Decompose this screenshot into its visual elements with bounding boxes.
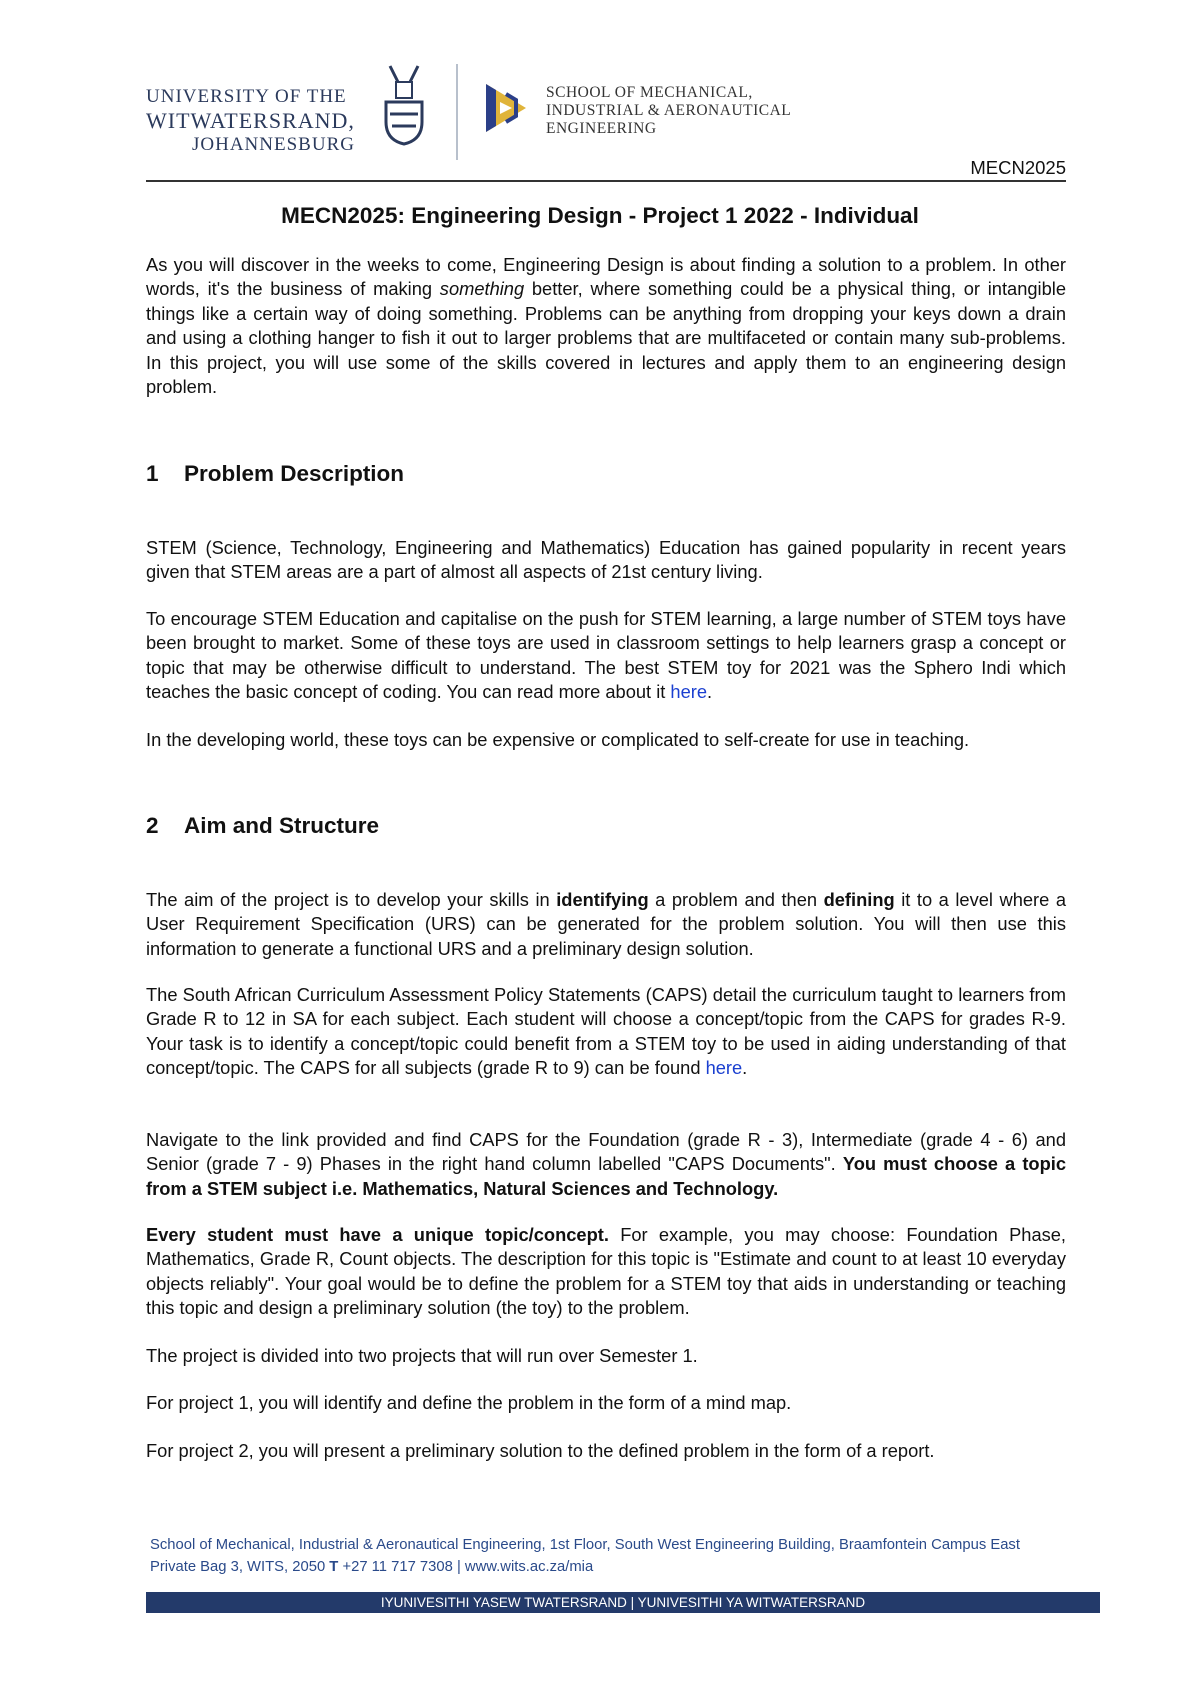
bold-text: defining xyxy=(823,889,895,910)
logo-line: JOHANNESBURG xyxy=(192,134,355,155)
paragraph xyxy=(146,1223,1066,1321)
paragraph: For project 2, you will present a preliminary solution to the defined problem in the form of a report. xyxy=(146,1440,935,1461)
section-heading xyxy=(146,461,404,487)
phone-label: T xyxy=(329,1559,339,1575)
section-number: 1 xyxy=(146,461,159,486)
bold-text: Every student must have a unique topic/concept. xyxy=(146,1224,609,1245)
text: Private Bag 3, WITS, 2050 xyxy=(150,1559,330,1575)
school-logo-text xyxy=(546,84,791,138)
section-number: 2 xyxy=(146,813,159,838)
text: it to a level where a User Requirement Specification (URS) can be generated for the problem solution. You will then use this information to generate a functional URS and a preliminary design solution. xyxy=(146,889,1066,959)
header-divider xyxy=(456,64,458,160)
text: The South African Curriculum Assessment Policy Statements (CAPS) detail the curriculum taught to learners from Grade R to 12 in SA for each subject. Each student will choose a concept/topic from the CAPS for grades R-9. Your task is to identify a concept/topic could benefit from a STEM toy to be used in aiding understanding of that concept/topic. The CAPS for all subjects (grade R to 9) can be found xyxy=(146,984,1066,1079)
text: For example, you may choose: Foundation Phase, Mathematics, Grade R, Count objects. The description for this topic is "Estimate and count to at least 10 everyday objects reliably". Your goal would be to define the problem for a STEM toy that aids in understanding or teaching this topic and design a preliminary solution (the toy) to the problem. xyxy=(146,1224,1066,1319)
course-code: MECN2025 xyxy=(970,157,1066,178)
logo-line: WITWATERSRAND, xyxy=(146,108,355,133)
paragraph xyxy=(146,607,1066,705)
footer-band: IYUNIVESITHI YASEW TWATERSRAND | YUNIVESITHI YA WITWATERSRAND xyxy=(146,1592,1100,1613)
text: . xyxy=(707,681,713,703)
paragraph: STEM (Science, Technology, Engineering and Mathematics) Education has gained popularity in recent years given that STEM areas are a part of almost all aspects of 21st century living. xyxy=(146,537,1066,583)
logo-line: SCHOOL OF MECHANICAL, xyxy=(546,84,753,101)
university-crest-icon xyxy=(382,64,426,146)
footer-address: School of Mechanical, Industrial & Aeronautical Engineering, 1st Floor, South West Engineering Building, Braamfontein Campus East xyxy=(150,1537,1020,1553)
text: The aim of the project is to develop your skills in xyxy=(146,889,557,910)
university-logo xyxy=(146,86,355,156)
logo-line: ENGINEERING xyxy=(546,120,657,137)
intro-paragraph xyxy=(146,253,1066,399)
logo-line: INDUSTRIAL & AERONAUTICAL xyxy=(546,102,792,119)
footer-contact xyxy=(150,1559,593,1575)
text: +27 11 717 7308 | www.wits.ac.za/mia xyxy=(338,1559,594,1575)
text: As you will discover in the weeks to come, Engineering Design is about finding a solution to a problem. In other words, it's the business of making xyxy=(146,254,1066,300)
text: better, where something could be a physical thing, or intangible things like a certain way of doing something. Problems can be anything from dropping your keys down a drain and using a clothing hanger to fish it out to larger problems that are multifaceted or contain many sub-problems. In this project, you will use some of the skills covered in lectures and apply them to an engineering design problem. xyxy=(146,278,1066,398)
emphasis: something xyxy=(439,278,525,300)
school-logo-icon xyxy=(484,82,528,134)
bold-text: identifying xyxy=(556,889,649,910)
page-title: MECN2025: Engineering Design - Project 1 2022 - Individual xyxy=(281,203,919,228)
text: To encourage STEM Education and capitalise on the push for STEM learning, a large number of STEM toys have been brought to market. Some of these toys are used in classroom settings to help learners grasp a concept or topic that may be otherwise difficult to understand. The best STEM toy for 2021 was the Sphero Indi which teaches the basic concept of coding. You can read more about it xyxy=(146,608,1066,703)
header-rule xyxy=(146,180,1066,182)
paragraph xyxy=(146,1128,1066,1201)
text: . xyxy=(742,1057,748,1079)
logo-line: UNIVERSITY OF THE xyxy=(146,86,347,107)
paragraph xyxy=(146,888,1066,961)
sphero-link[interactable]: here xyxy=(670,681,708,703)
paragraph: In the developing world, these toys can be expensive or complicated to self-create for use in teaching. xyxy=(146,729,970,750)
section-heading xyxy=(146,813,379,839)
paragraph: The project is divided into two projects that will run over Semester 1. xyxy=(146,1345,698,1366)
bold-text: You must choose a topic from a STEM subject i.e. Mathematics, Natural Sciences and Technology. xyxy=(146,1153,1066,1199)
paragraph: For project 1, you will identify and define the problem in the form of a mind map. xyxy=(146,1392,792,1413)
section-title: Problem Description xyxy=(184,461,405,486)
paragraph xyxy=(146,983,1066,1081)
caps-link[interactable]: here xyxy=(705,1057,743,1079)
text: a problem and then xyxy=(648,889,824,910)
section-title: Aim and Structure xyxy=(184,813,380,838)
text: Navigate to the link provided and find CAPS for the Foundation (grade R - 3), Intermediate (grade 4 - 6) and Senior (grade 7 - 9) Phases in the right hand column labelled "CAPS Documents". xyxy=(146,1129,1066,1175)
